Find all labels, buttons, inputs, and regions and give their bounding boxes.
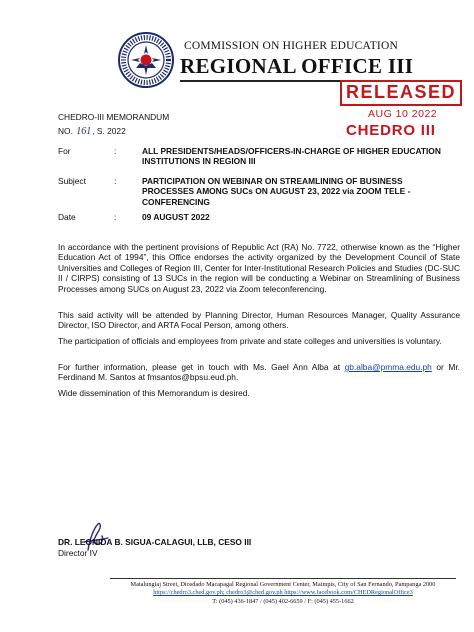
- agency-name: COMMISSION ON HIGHER EDUCATION: [184, 40, 398, 52]
- contact-text-b: or Mr. Ferdinand M. Santos at fmsantos@bpsu.eud.ph.: [58, 362, 460, 383]
- contact-text-a: For further information, please get in touch with Ms. Gael Ann Alba at: [58, 362, 345, 372]
- field-sep-for: :: [114, 146, 117, 156]
- field-label-date: Date: [58, 212, 76, 222]
- signatory-title: Director IV: [58, 548, 98, 558]
- field-value-subject: PARTICIPATION ON WEBINAR ON STREAMLINING OF BUSINESS PROCESSES AMONG SUCs ON AUGUST 23, 2022 via ZOOM TELE -CONFERENCING: [142, 176, 411, 207]
- field-value-date: 09 AUGUST 2022: [142, 212, 210, 222]
- body-paragraph-2: This said activity will be attended by Planning Director, Human Resources Manager, Quality Assurance Director, ISO Director, and ARTA Focal Person, among others.: [58, 310, 460, 331]
- stamp-office: CHEDRO III: [346, 122, 436, 139]
- memo-series: , S. 2022: [92, 126, 126, 136]
- field-sep-date: :: [114, 212, 117, 222]
- released-stamp: [338, 76, 466, 146]
- memo-number: [58, 126, 126, 137]
- signatory-name: DR. LEONIDA B. SIGUA-CALAGUI, LLB, CESO III: [58, 537, 252, 547]
- memo-no-handwritten: 161: [76, 126, 92, 137]
- field-sep-subject: :: [114, 176, 117, 186]
- memo-no-prefix: NO.: [58, 126, 73, 136]
- office-name: REGIONAL OFFICE III: [180, 54, 414, 78]
- field-label-for: For: [58, 146, 71, 156]
- body-paragraph-4: [58, 362, 460, 383]
- field-label-subject: Subject: [58, 176, 86, 186]
- footer-links[interactable]: https://chedro3.ched.gov.ph; chedro3@ched.gov.ph https://www.facebook.com/CHEDRegionalOffice3: [153, 589, 413, 596]
- ched-seal-logo: [118, 32, 174, 88]
- body-paragraph-3: The participation of officials and employees from private and state colleges and universities is voluntary.: [58, 336, 442, 346]
- body-paragraph-1: In accordance with the pertinent provisions of Republic Act (RA) No. 7722, otherwise known as the “Higher Education Act of 1994”, this Office endorses the activity organized by the Development Council of State Universities and Colleges of Region III, Center for Inter-Institutional Research Policies and Studies (DC-SUC II / CIRPS) consisting of 13 SUCs in the region will be conducting a Webinar on Streamlining of Business Processes among SUCs on August 23, 2022 via Zoom teleconferencing.: [58, 242, 460, 294]
- field-value-for: ALL PRESIDENTS/HEADS/OFFICERS-IN-CHARGE OF HIGHER EDUCATION INSTITUTIONS IN REGION III: [142, 146, 441, 167]
- stamp-date: AUG 10 2022: [368, 108, 438, 120]
- footer-phone: T: (045) 436-1847 / (045) 402-6659 / F: (045) 455-1662: [212, 598, 354, 605]
- stamp-word: RELEASED: [346, 82, 457, 102]
- footer-address: Matalungiaj Street, Diosdado Macapagal Regional Government Center, Maimpis, City of San Fernando, Pampanga 2000: [130, 581, 436, 588]
- memo-type: CHEDRO-III MEMORANDUM: [58, 112, 170, 122]
- body-paragraph-5: Wide dissemination of this Memorandum is desired.: [58, 388, 250, 398]
- footer-divider: [110, 578, 456, 579]
- contact-email-link[interactable]: gb.alba@pmma.edu.ph: [344, 362, 432, 372]
